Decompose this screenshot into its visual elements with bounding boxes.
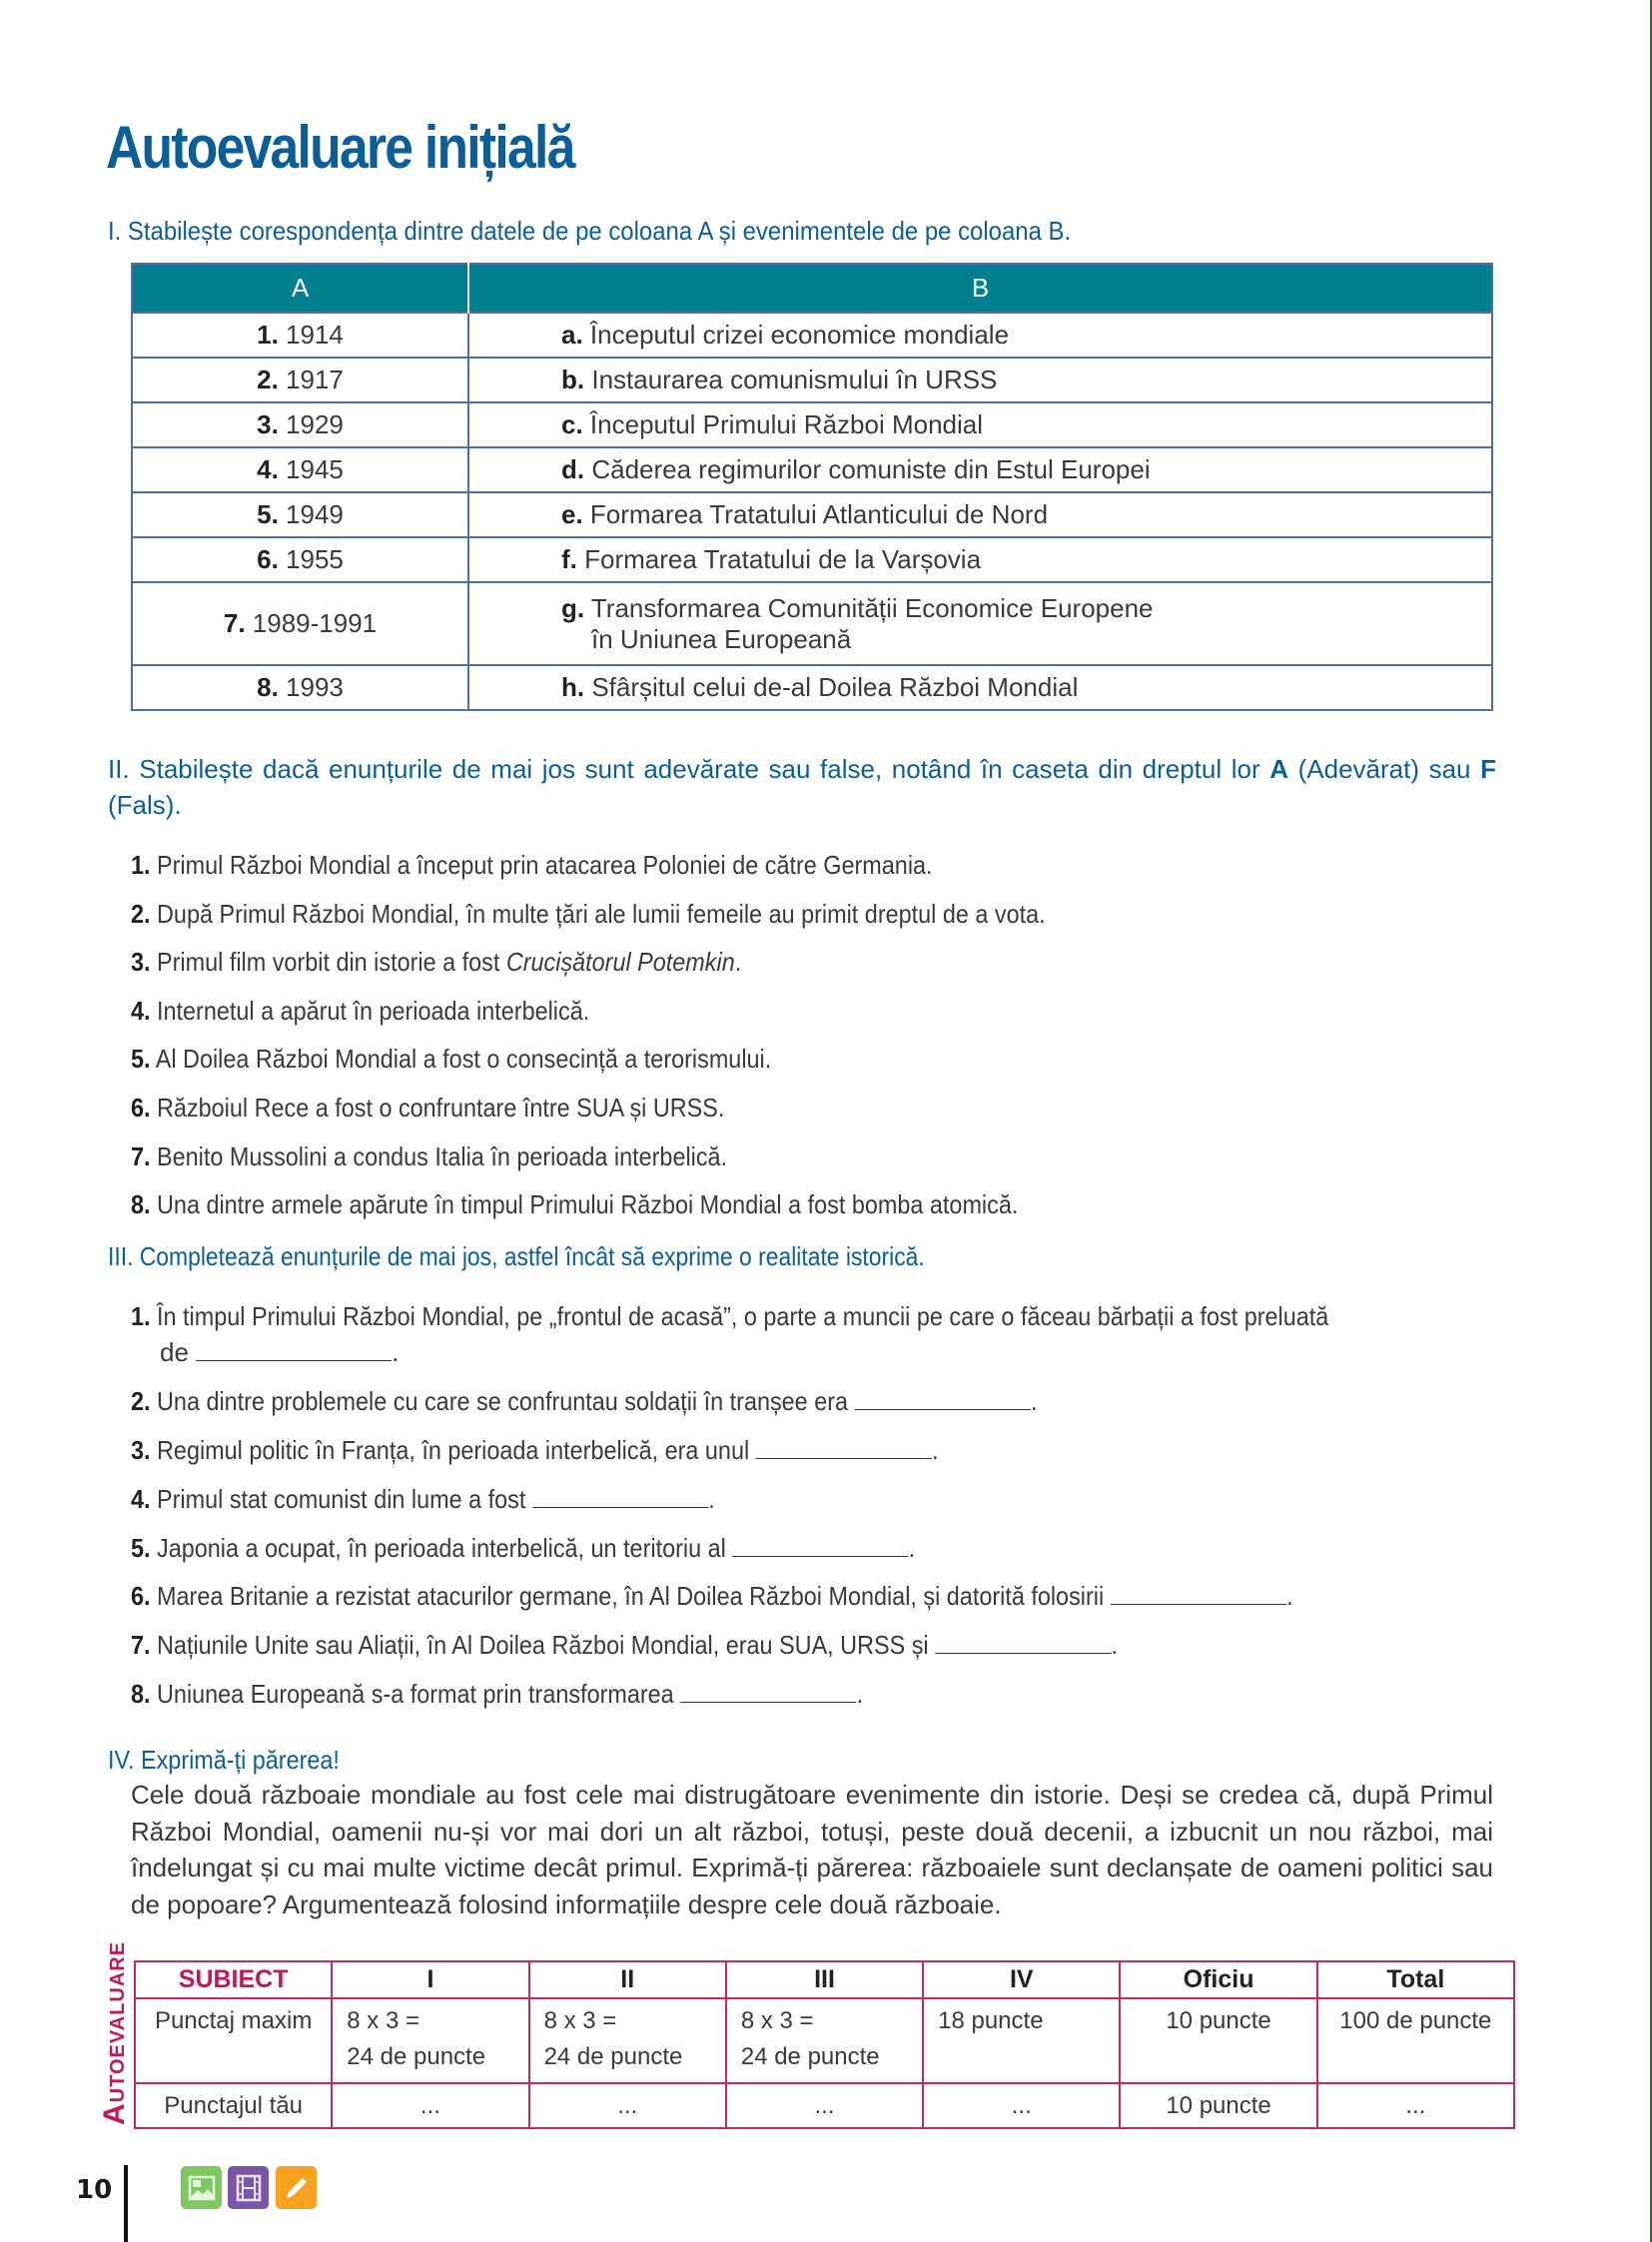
statement-text: Benito Mussolini a condus Italia în perioada interbelică.: [157, 1141, 728, 1171]
answer-blank[interactable]: [680, 1680, 856, 1703]
event-text: Instaurarea comunismului în URSS: [591, 365, 998, 394]
statement-text: După Primul Război Mondial, în multe țări ale lumii femeile au primit dreptul de a vota.: [157, 899, 1046, 929]
answer-blank[interactable]: [196, 1338, 392, 1361]
fill-in-statement: [131, 1676, 863, 1712]
statement-number: 3.: [131, 947, 151, 977]
event-text-continued: în Uniunea Europeană: [591, 623, 852, 654]
date-value: 1945: [286, 454, 344, 484]
statement-end: .: [908, 1533, 916, 1563]
your-score-iv[interactable]: ...: [923, 2083, 1120, 2128]
footer-divider: [124, 2165, 128, 2242]
event-text: Începutul crizei economice mondiale: [589, 320, 1010, 350]
fill-in-statement: [131, 1578, 1293, 1614]
date-value: 1949: [286, 499, 344, 529]
fill-in-statement: [131, 1432, 939, 1468]
statement-text: Primul stat comunist din lume a fost: [157, 1484, 526, 1514]
score-header-subject: SUBIECT: [135, 1961, 332, 1998]
date-number: 3.: [257, 409, 279, 439]
pencil-icon-glyph: [283, 2174, 311, 2202]
matching-table: [131, 263, 1493, 711]
matching-table-row: [132, 582, 1492, 665]
your-score-oficiu: 10 puncte: [1120, 2083, 1316, 2128]
event-letter: d.: [561, 454, 585, 484]
film-icon-glyph: [236, 2174, 262, 2202]
event-text: Începutul Primului Război Mondial: [589, 409, 984, 439]
statement-text: Uniunea Europeană s-a format prin transformarea: [157, 1679, 674, 1709]
statement-text: Una dintre armele apărute în timpul Primului Război Mondial a fost bomba atomică.: [157, 1189, 1019, 1219]
film-title: Crucișătorul Potemkin: [505, 947, 735, 977]
event-letter: f.: [561, 544, 577, 574]
date-cell: [132, 358, 468, 402]
answer-blank[interactable]: [1111, 1582, 1286, 1605]
statement-text: Războiul Rece a fost o confruntare între SUA și URSS.: [157, 1093, 725, 1122]
matching-table-row: [132, 537, 1492, 582]
max-score-line: 8 x 3 =: [347, 2007, 419, 2034]
image-icon[interactable]: [181, 2166, 222, 2209]
max-score-iv: 18 puncte: [923, 1998, 1120, 2083]
statement-number: 2.: [131, 1386, 151, 1416]
statement-number: 8.: [131, 1679, 151, 1709]
score-table-header: [135, 1961, 1514, 1998]
page-number: 10: [76, 2175, 113, 2205]
fill-in-statement: [131, 1627, 1118, 1663]
statement-text: Regimul politic în Franța, în perioada interbelică, era unul: [157, 1435, 750, 1465]
statement-number: 5.: [131, 1533, 151, 1563]
statement-end: .: [932, 1435, 939, 1465]
date-cell: [132, 447, 468, 492]
date-value: 1929: [286, 409, 344, 439]
statement-number: 4.: [131, 1484, 151, 1514]
date-value: 1955: [286, 544, 344, 574]
event-cell: [468, 447, 1492, 492]
date-number: 2.: [257, 365, 279, 394]
true-marker: A: [1269, 754, 1289, 784]
event-letter: g.: [561, 592, 585, 623]
max-score-line: 8 x 3 =: [543, 2007, 617, 2034]
statement-number: 1.: [131, 1301, 151, 1331]
date-cell: [132, 582, 468, 665]
true-false-statement: [131, 1041, 771, 1077]
statement-end: .: [392, 1337, 400, 1367]
false-marker: F: [1480, 754, 1496, 784]
statement-text: Națiunile Unite sau Aliații, în Al Doilea Război Mondial, erau SUA, URSS și: [157, 1630, 929, 1660]
your-score-iii[interactable]: ...: [726, 2083, 923, 2128]
event-letter: e.: [561, 499, 583, 529]
statement-number: 1.: [131, 850, 151, 880]
matching-table-row: [132, 492, 1492, 537]
date-value: 1993: [286, 672, 344, 702]
event-text: Sfârșitul celui de-al Doilea Război Mondial: [591, 672, 1079, 702]
section-2-heading: [108, 751, 1496, 823]
event-cell: [468, 402, 1492, 447]
statement-text: Primul film vorbit din istorie a fost: [157, 947, 506, 977]
statement-text: Una dintre problemele cu care se confruntau soldații în tranșee era: [157, 1386, 849, 1416]
true-false-statement: [131, 993, 589, 1029]
side-label-initial: A: [98, 2102, 131, 2125]
date-number: 8.: [257, 672, 279, 702]
statement-text: Japonia a ocupat, în perioada interbelică, un teritoriu al: [157, 1533, 726, 1563]
statement-end: .: [1111, 1630, 1119, 1660]
max-score-line: 8 x 3 =: [740, 2007, 814, 2034]
statement-end: .: [1286, 1581, 1293, 1611]
date-cell: [132, 665, 468, 710]
statement-end: .: [734, 947, 742, 977]
event-cell: [468, 358, 1492, 402]
score-header-i: I: [332, 1961, 528, 1998]
statement-number: 7.: [131, 1630, 151, 1660]
statement-number: 6.: [131, 1581, 151, 1611]
answer-blank[interactable]: [935, 1631, 1111, 1654]
section-2-heading-text: II. Stabilește dacă enunțurile de mai jos sunt adevărate sau false, notând în caseta din dreptul lor: [108, 754, 1260, 784]
your-score-ii[interactable]: ...: [529, 2083, 726, 2128]
your-score-total[interactable]: ...: [1317, 2083, 1514, 2128]
date-number: 6.: [257, 544, 279, 574]
column-a-header: A: [132, 264, 468, 313]
statement-text: Marea Britanie a rezistat atacurilor germane, în Al Doilea Război Mondial, și datorită folosirii: [157, 1581, 1105, 1611]
event-cell: [468, 582, 1492, 665]
statement-number: 6.: [131, 1093, 151, 1122]
max-score-ii: [529, 1998, 726, 2083]
fill-in-statement: [131, 1481, 715, 1517]
statement-text: de: [160, 1337, 189, 1367]
statement-end: .: [856, 1679, 864, 1709]
event-letter: c.: [561, 409, 583, 439]
column-b-header: B: [468, 264, 1492, 313]
fill-in-statement-continued: [160, 1334, 399, 1370]
section-1-heading: I. Stabilește corespondența dintre datele de pe coloana A și evenimentele de pe coloana B.: [108, 216, 1072, 246]
fill-in-statement: [131, 1298, 1328, 1334]
section-2-heading-text-2: (Adevărat) sau: [1297, 754, 1471, 784]
max-score-i: [332, 1998, 528, 2083]
max-score-oficiu: 10 puncte: [1120, 1998, 1316, 2083]
true-false-statement: [131, 1186, 1018, 1222]
matching-table-row: [132, 358, 1492, 402]
page-title: Autoevaluare inițială: [106, 114, 574, 181]
matching-table-row: [132, 402, 1492, 447]
event-cell: [468, 492, 1492, 537]
your-score-i[interactable]: ...: [332, 2083, 528, 2128]
section-3-heading: III. Completează enunțurile de mai jos, astfel încât să exprime o realitate istorică.: [108, 1241, 925, 1271]
score-header-oficiu: Oficiu: [1120, 1961, 1316, 1998]
date-number: 7.: [223, 608, 246, 638]
event-text: Formarea Tratatului Atlanticului de Nord: [589, 499, 1049, 529]
event-text: Transformarea Comunității Economice Europene: [590, 592, 1154, 623]
your-score-row: [135, 2083, 1514, 2128]
date-number: 4.: [257, 454, 279, 484]
statement-text: Al Doilea Război Mondial a fost o consecință a terorismului.: [155, 1044, 772, 1074]
event-letter: a.: [561, 320, 583, 350]
true-false-statement: [131, 847, 933, 883]
event-text: Căderea regimurilor comuniste din Estul Europei: [591, 454, 1151, 484]
matching-table-row: [132, 447, 1492, 492]
event-cell: [468, 313, 1492, 358]
score-header-iii: III: [726, 1961, 923, 1998]
score-header-ii: II: [529, 1961, 726, 1998]
event-text: Formarea Tratatului de la Varșovia: [584, 544, 982, 574]
score-table: [134, 1960, 1515, 2129]
fill-in-statement: [131, 1383, 1037, 1419]
matching-table-row: [132, 665, 1492, 710]
statement-number: 3.: [131, 1435, 151, 1465]
date-cell: [132, 537, 468, 582]
autoevaluare-side-label: [98, 1941, 132, 2125]
matching-table-row: [132, 313, 1492, 358]
statement-end: .: [1030, 1386, 1038, 1416]
true-false-statement: [131, 896, 1046, 932]
matching-table-header: [132, 264, 1492, 313]
statement-number: 2.: [131, 899, 151, 929]
pencil-icon[interactable]: [276, 2166, 317, 2209]
your-score-label: Punctajul tău: [135, 2083, 332, 2128]
statement-number: 4.: [131, 996, 151, 1026]
statement-number: 8.: [131, 1189, 151, 1219]
event-letter: b.: [561, 365, 585, 394]
answer-blank[interactable]: [855, 1387, 1031, 1410]
statement-text: Internetul a apărut în perioada interbelică.: [157, 996, 590, 1026]
statement-text: În timpul Primului Război Mondial, pe „frontul de acasă”, o parte a muncii pe care o făceau bărbații a fost preluată: [157, 1301, 1329, 1331]
statement-number: 5.: [131, 1044, 151, 1074]
true-false-statement: [131, 1090, 724, 1125]
statement-number: 7.: [131, 1141, 151, 1171]
date-cell: [132, 313, 468, 358]
true-false-statement: [131, 944, 741, 980]
score-header-iv: IV: [923, 1961, 1120, 1998]
max-score-row: [135, 1998, 1514, 2083]
film-icon[interactable]: [228, 2166, 269, 2209]
answer-blank[interactable]: [532, 1485, 708, 1508]
score-header-total: Total: [1317, 1961, 1514, 1998]
image-icon-glyph: [188, 2175, 216, 2201]
date-number: 5.: [257, 499, 279, 529]
section-4-heading: IV. Exprimă-ți părerea!: [108, 1745, 340, 1775]
date-cell: [132, 402, 468, 447]
event-cell: [468, 665, 1492, 710]
event-letter: h.: [561, 672, 585, 702]
statement-end: .: [708, 1484, 715, 1514]
date-value: 1914: [286, 320, 344, 350]
max-score-label: Punctaj maxim: [135, 1998, 332, 2083]
side-label-rest: UTOEVALUARE: [107, 1940, 129, 2103]
date-cell: [132, 492, 468, 537]
statement-text: Primul Război Mondial a început prin atacarea Poloniei de către Germania.: [157, 850, 933, 880]
event-cell: [468, 537, 1492, 582]
answer-blank[interactable]: [732, 1534, 908, 1557]
max-score-line: 24 de puncte: [347, 2043, 486, 2070]
answer-blank[interactable]: [756, 1436, 932, 1459]
max-score-line: 24 de puncte: [740, 2043, 880, 2070]
date-number: 1.: [257, 320, 279, 350]
max-score-iii: [726, 1998, 923, 2083]
true-false-statement: [131, 1138, 727, 1174]
date-value: 1989-1991: [252, 608, 378, 638]
max-score-line: 24 de puncte: [543, 2043, 683, 2070]
max-score-total: 100 de puncte: [1317, 1998, 1514, 2083]
date-value: 1917: [286, 365, 344, 394]
section-2-heading-text-3: (Fals).: [108, 790, 182, 820]
section-4-paragraph: Cele două războaie mondiale au fost cele mai distrugătoare evenimente din istorie. Deși se credea că, după Primul Război Mondial, oamenii nu-și vor mai dori un alt război, totuși, peste două decenii, a izbucnit un nou război, mai îndelungat și cu mai multe victime decât primul. Exprimă-ți părerea: războaiele sunt declanșate de oameni politici sau de popoare? Argumentează folosind informațiile despre cele două războaie.: [131, 1780, 1493, 1919]
fill-in-statement: [131, 1530, 915, 1566]
